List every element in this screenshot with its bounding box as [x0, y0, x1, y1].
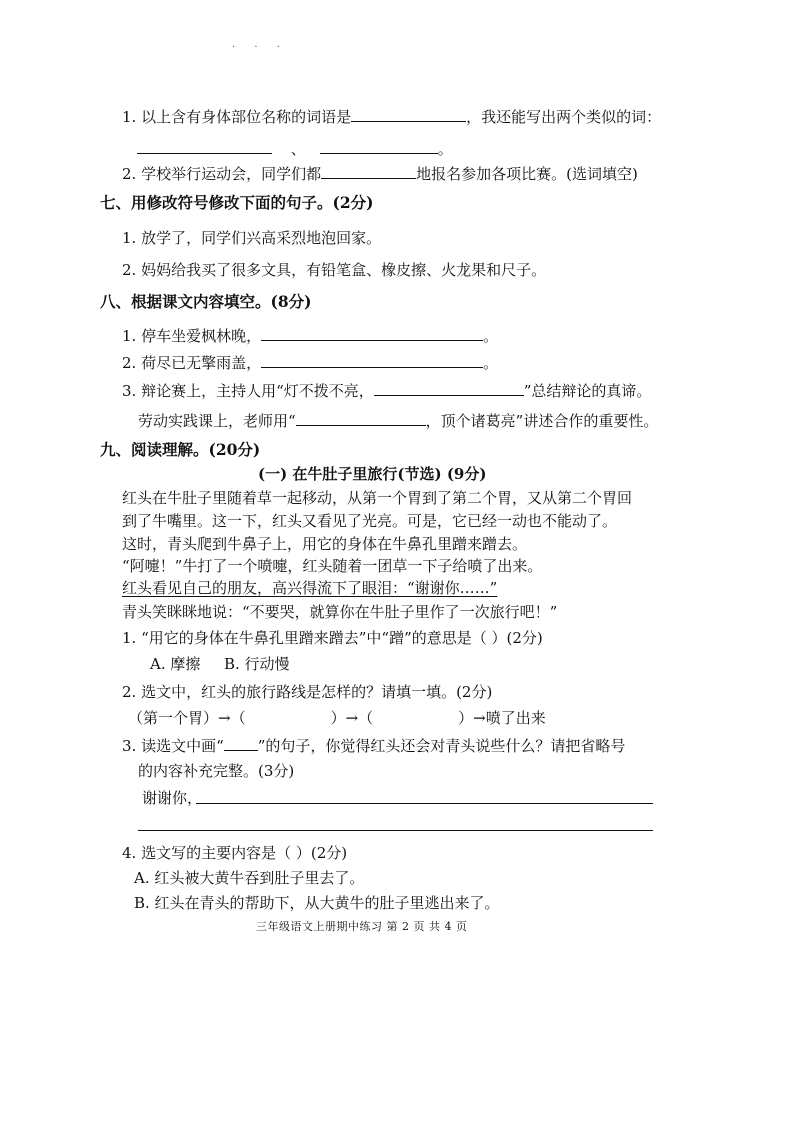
- q9-q4-option-a[interactable]: A. 红头被大黄牛吞到肚子里去了。: [134, 869, 365, 887]
- answer-blank[interactable]: [296, 410, 426, 426]
- section-7-title: 七、用修改符号修改下面的句子。(2分): [100, 193, 374, 212]
- q8-item2: [122, 352, 498, 373]
- q9-q1-options: [150, 654, 290, 674]
- q9-question-4: 4. 选文写的主要内容是（ ）(2分): [122, 844, 348, 862]
- q6-item1-text-a: 1. 以上含有身体部位名称的词语是: [122, 108, 352, 126]
- q8-item1-text: 1. 停车坐爱枫林晚，: [122, 327, 262, 345]
- q6-item1-text-b: ，我还能写出两个类似的词：: [466, 108, 662, 126]
- route-start: （第一个胃）→（: [128, 709, 246, 727]
- route-end: ）→喷了出来: [458, 709, 546, 727]
- option-b[interactable]: B. 行动慢: [223, 655, 290, 673]
- q3-text-a: 3. 读选文中画“: [122, 737, 224, 755]
- q9-question-3-line2: 的内容补充完整。(3分): [138, 762, 295, 780]
- passage-p5: 青头笑眯眯地说：“不要哭，就算你在牛肚子里作了一次旅行吧！”: [122, 603, 558, 621]
- route-mid: ）→（: [330, 709, 374, 727]
- underline-mark: [224, 737, 258, 751]
- q6-item1-line2: [137, 138, 453, 159]
- section-8-title: 八、根据课文内容填空。(8分): [100, 292, 312, 311]
- q8-item3: [122, 380, 651, 401]
- q9-question-2: 2. 选文中，红头的旅行路线是怎样的？请填一填。(2分): [122, 683, 493, 701]
- answer-blank[interactable]: [320, 138, 438, 154]
- answer-blank[interactable]: [374, 380, 524, 396]
- option-a[interactable]: A. 摩擦: [150, 655, 201, 673]
- q8-item3-text-a: 3. 辩论赛上，主持人用“灯不拨不亮，: [122, 382, 374, 400]
- answer-line[interactable]: [138, 830, 653, 831]
- q3-text-b: ”的句子，你觉得红头还会对青头说些什么？请把省略号: [257, 737, 626, 755]
- passage-p1-line2: 到了牛嘴里。这一下，红头又看见了光亮。可是，它已经一动也不能动了。: [122, 512, 618, 530]
- passage-title: (一) 在牛肚子里旅行(节选) (9分): [258, 465, 487, 483]
- q8-item1: [122, 325, 498, 346]
- answer-blank[interactable]: [351, 106, 466, 122]
- period: 。: [437, 140, 453, 158]
- q6-item2-text-b: 地报名参加各项比赛。(选词填空): [416, 165, 638, 183]
- answer-blank[interactable]: [261, 352, 483, 368]
- q8-item2-text: 2. 荷尽已无擎雨盖，: [122, 354, 262, 372]
- q6-item2: [122, 163, 638, 184]
- passage-p2: 这时，青头爬到牛鼻子上，用它的身体在牛鼻孔里蹭来蹭去。: [122, 535, 528, 553]
- q6-item2-text-a: 2. 学校举行运动会，同学们都: [122, 165, 322, 183]
- period: 。: [483, 327, 499, 345]
- answer-blank[interactable]: [321, 163, 416, 179]
- q8-item4-text-b: ，顶个诸葛亮”讲述合作的重要性。: [425, 412, 659, 430]
- passage-p4-underlined: 红头看见自己的朋友，高兴得流下了眼泪：“谢谢你……”: [122, 579, 498, 597]
- q9-q3-answer-prefix: 谢谢你，: [142, 789, 203, 807]
- q7-item1: 1. 放学了，同学们兴高采烈地泡回家。: [122, 229, 382, 247]
- section-9-title: 九、阅读理解。(20分): [100, 440, 261, 459]
- q9-q2-route: [128, 708, 546, 728]
- passage-p1-line1: 红头在牛肚子里随着草一起移动，从第一个胃到了第二个胃，又从第二个胃回: [122, 489, 633, 507]
- q9-q4-option-b[interactable]: B. 红头在青头的帮助下，从大黄牛的肚子里逃出来了。: [134, 894, 500, 912]
- q8-item3-text-b: ”总结辩论的真谛。: [523, 382, 652, 400]
- answer-line[interactable]: [196, 803, 653, 804]
- q8-item4: [138, 410, 658, 431]
- period: 。: [483, 354, 499, 372]
- separator: 、: [290, 140, 306, 158]
- header-dots: · · ·: [232, 42, 288, 53]
- q7-item2: 2. 妈妈给我买了很多文具，有铅笔盒、橡皮擦、火龙果和尺子。: [122, 261, 547, 279]
- answer-blank[interactable]: [137, 138, 272, 154]
- passage-p3: “阿嚏！”牛打了一个喷嚏，红头随着一团草一下子给喷了出来。: [122, 557, 543, 575]
- q8-item4-text-a: 劳动实践课上，老师用“: [138, 412, 296, 430]
- answer-blank[interactable]: [261, 325, 483, 341]
- q9-question-3: [122, 736, 625, 756]
- page-footer: 三年级语文上册期中练习 第 2 页 共 4 页: [256, 920, 468, 933]
- q9-question-1: 1. “用它的身体在牛鼻孔里蹭来蹭去”中“蹭”的意思是（ ）(2分): [122, 629, 543, 647]
- q6-item1: [122, 106, 661, 127]
